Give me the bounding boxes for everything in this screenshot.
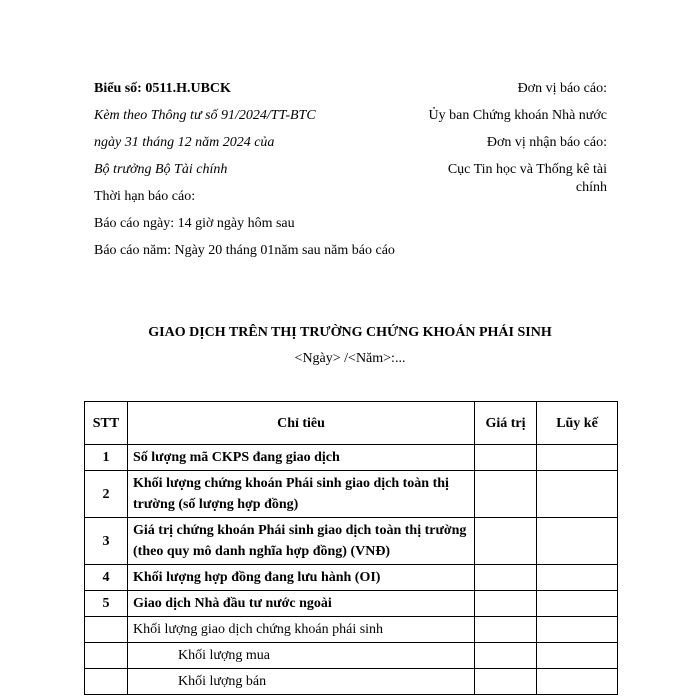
- report-title: GIAO DỊCH TRÊN THỊ TRƯỜNG CHỨNG KHOÁN PHÁI SINH: [148, 325, 552, 340]
- row-cumulative-cell[interactable]: [537, 591, 618, 617]
- row-stt: [85, 669, 128, 695]
- attached-circular-line2: ngày 31 tháng 12 năm 2024 của: [94, 135, 275, 150]
- attached-circular-line3: Bộ trưởng Bộ Tài chính: [94, 162, 228, 177]
- row-label: Khối lượng mua: [128, 643, 475, 669]
- table-row: [85, 471, 618, 518]
- row-stt: 4: [85, 565, 128, 591]
- row-cumulative-cell[interactable]: [537, 518, 618, 565]
- row-label: Khối lượng chứng khoán Phái sinh giao dịch toàn thị trường (số lượng hợp đồng): [128, 471, 475, 518]
- header-stt: STT: [85, 402, 128, 445]
- deadline-daily: Báo cáo ngày: 14 giờ ngày hôm sau: [94, 216, 295, 231]
- row-value-cell[interactable]: [475, 643, 537, 669]
- receiving-unit: Cục Tin học và Thống kê tài chính: [447, 162, 607, 195]
- deadline-yearly: Báo cáo năm: Ngày 20 tháng 01năm sau năm báo cáo: [94, 243, 395, 258]
- row-cumulative-cell[interactable]: [537, 643, 618, 669]
- row-label: Khối lượng bán: [128, 669, 475, 695]
- deadline-label: Thời hạn báo cáo:: [94, 189, 196, 204]
- row-label: Giá trị chứng khoán Phái sinh giao dịch toàn thị trường (theo quy mô danh nghĩa hợp đồng) (VNĐ): [128, 518, 475, 565]
- table-header-row: [85, 402, 618, 445]
- attached-circular-line1: Kèm theo Thông tư số 91/2024/TT-BTC: [94, 108, 316, 123]
- row-value-cell[interactable]: [475, 471, 537, 518]
- row-value-cell[interactable]: [475, 591, 537, 617]
- table-row: [85, 643, 618, 669]
- row-value-cell[interactable]: [475, 617, 537, 643]
- row-value-cell[interactable]: [475, 565, 537, 591]
- row-cumulative-cell[interactable]: [537, 471, 618, 518]
- header-left: [94, 80, 404, 269]
- row-value-cell[interactable]: [475, 669, 537, 695]
- row-label: Giao dịch Nhà đầu tư nước ngoài: [128, 591, 475, 617]
- form-code: Biểu số: 0511.H.UBCK: [94, 81, 231, 96]
- table-row: [85, 565, 618, 591]
- header-cumulative: Lũy kế: [537, 402, 618, 445]
- reporting-unit-label: Đơn vị báo cáo:: [517, 81, 607, 96]
- reporting-unit: Ủy ban Chứng khoán Nhà nước: [428, 108, 607, 123]
- header-value: Giá trị: [475, 402, 537, 445]
- row-stt: 3: [85, 518, 128, 565]
- table-row: [85, 445, 618, 471]
- table-row: [85, 669, 618, 695]
- table-row: [85, 518, 618, 565]
- row-stt: 1: [85, 445, 128, 471]
- row-stt: 2: [85, 471, 128, 518]
- header-indicator: Chỉ tiêu: [128, 402, 475, 445]
- row-stt: [85, 643, 128, 669]
- row-stt: [85, 617, 128, 643]
- header-right: [417, 80, 607, 206]
- report-table: [84, 401, 618, 695]
- report-subtitle: <Ngày> /<Năm>:...: [294, 351, 406, 366]
- row-label: Khối lượng hợp đồng đang lưu hành (OI): [128, 565, 475, 591]
- row-cumulative-cell[interactable]: [537, 617, 618, 643]
- row-value-cell[interactable]: [475, 518, 537, 565]
- row-stt: 5: [85, 591, 128, 617]
- row-cumulative-cell[interactable]: [537, 565, 618, 591]
- row-cumulative-cell[interactable]: [537, 445, 618, 471]
- row-label: Khối lượng giao dịch chứng khoán phái sinh: [128, 617, 475, 643]
- row-cumulative-cell[interactable]: [537, 669, 618, 695]
- receiving-unit-label: Đơn vị nhận báo cáo:: [486, 135, 607, 150]
- row-value-cell[interactable]: [475, 445, 537, 471]
- table-row: [85, 591, 618, 617]
- row-label: Số lượng mã CKPS đang giao dịch: [128, 445, 475, 471]
- table-row: [85, 617, 618, 643]
